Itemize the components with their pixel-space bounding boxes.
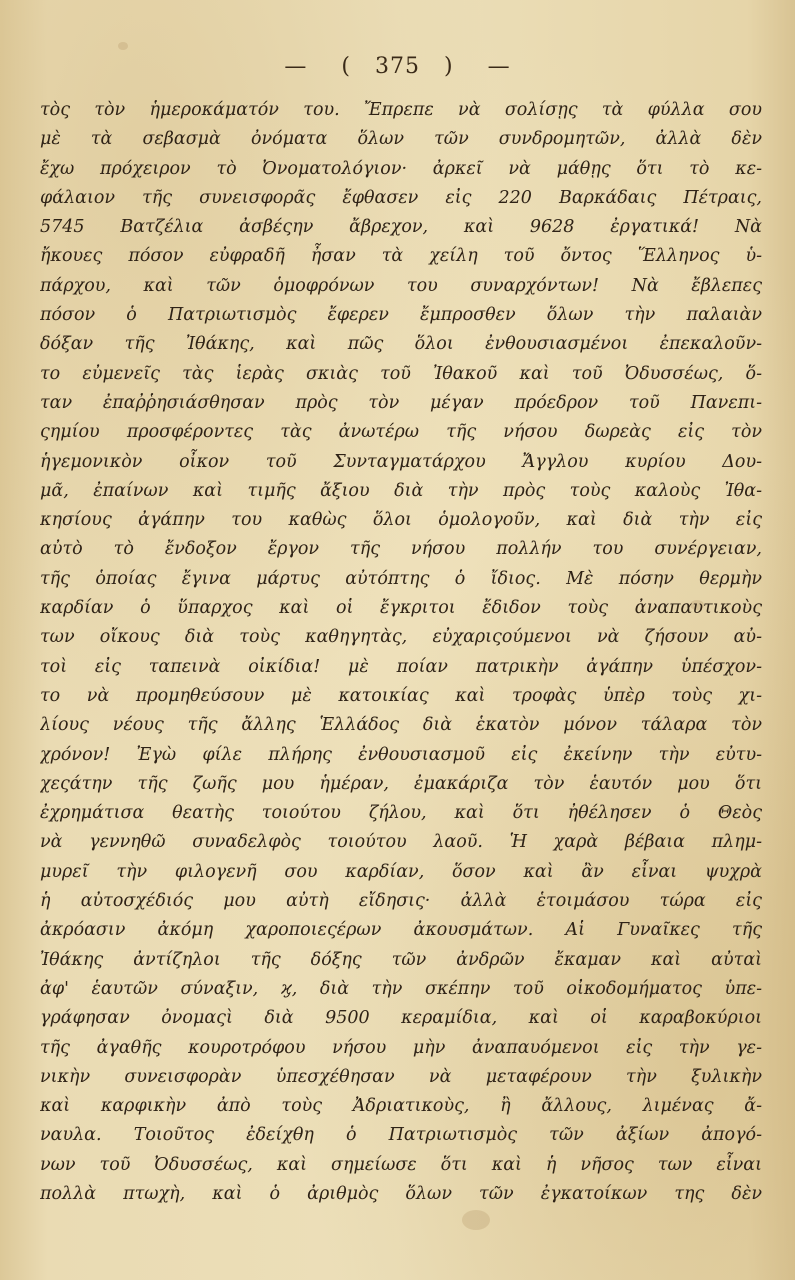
text-line: ἀφ' ἑαυτῶν σύναξιν, ϗ, διὰ τὴν σκέπην τοῦ οἰκοδομήματος ὑπε-: [40, 978, 762, 999]
header-dash-right: —: [487, 54, 511, 79]
text-line: φάλαιον τῆς συνεισφορᾶς ἔφθασεν εἰς 220 Βαρκάδαις Πέτραις,: [40, 187, 762, 208]
text-line: το εὐμενεῖς τὰς ἱερὰς σκιὰς τοῦ Ἰθακοῦ καὶ τοῦ Ὀδυσσέως, ὅ-: [40, 363, 762, 384]
text-line: νὰ γεννηθῶ συναδελφὸς τοιούτου λαοῦ. Ἡ χαρὰ βέβαια πλημ-: [40, 832, 762, 853]
text-line: αὐτὸ τὸ ἔνδοξον ἔργον τῆς νήσου πολλήν του συνέργειαν,: [40, 539, 762, 560]
text-line: ἀκρόασιν ἀκόμη χαροποιεςέρων ἀκουσμάτων. Αἱ Γυναῖκες τῆς: [40, 920, 762, 941]
header-paren-left: (: [341, 54, 351, 79]
text-line: Ἰθάκης ἀντίζηλοι τῆς δόξης τῶν ἀνδρῶν ἔκαμαν καὶ αὐταὶ: [40, 949, 762, 970]
text-line: τοὶ εἰς ταπεινὰ οἰκίδια! μὲ ποίαν πατρικὴν ἀγάπην ὑπέσχον-: [40, 656, 762, 677]
text-line: μὲ τὰ σεβασμὰ ὀνόματα ὅλων τῶν συνδρομητῶν, ἀλλὰ δὲν: [40, 129, 762, 150]
text-line: ταν ἐπαῤῥησιάσθησαν πρὸς τὸν μέγαν πρόεδρον τοῦ Πανεπι-: [40, 392, 762, 413]
text-line: γράφησαν ὀνομαςὶ διὰ 9500 κεραμίδια, καὶ οἱ καραβοκύριοι: [40, 1008, 762, 1029]
page-number: 375: [375, 54, 420, 79]
text-line: χεςάτην τῆς ζωῆς μου ἡμέραν, ἐμακάριζα τὸν ἑαυτόν μου ὅτι: [40, 773, 762, 794]
body-text: [40, 96, 762, 1209]
text-line: χρόνον! Ἐγὼ φίλε πλήρης ἐνθουσιασμοῦ εἰς ἐκείνην τὴν εὐτυ-: [40, 744, 762, 765]
text-line: ςημίου προσφέροντες τὰς ἀνωτέρω τῆς νήσου δωρεὰς εἰς τὸν: [40, 422, 762, 443]
text-line: ἡγεμονικὸν οἶκον τοῦ Συνταγματάρχου Ἄγγλου κυρίου Δου-: [40, 451, 762, 472]
text-line: τῆς ἀγαθῆς κουροτρόφου νήσου μὴν ἀναπαυόμενοι εἰς τὴν γε-: [40, 1037, 762, 1058]
header-paren-right: ): [444, 54, 454, 79]
text-line: πάρχου, καὶ τῶν ὁμοφρόνων του συναρχόντων! Νὰ ἔβλεπες: [40, 275, 762, 296]
paper-stain: [462, 1210, 490, 1230]
text-line: ἤκουες πόσον εὐφραδῆ ἦσαν τὰ χείλη τοῦ ὄντος Ἕλληνος ὑ-: [40, 246, 762, 267]
text-line: δόξαν τῆς Ἰθάκης, καὶ πῶς ὅλοι ἐνθουσιασμένοι ἐπεκαλοῦν-: [40, 334, 762, 355]
text-line: καρδίαν ὁ ὕπαρχος καὶ οἱ ἔγκριτοι ἔδιδον τοὺς ἀναπαυτικοὺς: [40, 598, 762, 619]
text-line: των οἴκους διὰ τοὺς καθηγητὰς, εὐχαριςούμενοι νὰ ζήσουν αὐ-: [40, 627, 762, 648]
text-line: ἔχω πρόχειρον τὸ Ὀνοματολόγιον· ἀρκεῖ νὰ μάθῃς ὅτι τὸ κε-: [40, 158, 762, 179]
text-line: το νὰ προμηθεύσουν μὲ κατοικίας καὶ τροφὰς ὑπὲρ τοὺς χι-: [40, 685, 762, 706]
text-line: ἡ αὐτοσχέδιός μου αὐτὴ εἴδησις· ἀλλὰ ἑτοιμάσου τώρα εἰς: [40, 891, 762, 912]
text-line: ναυλα. Τοιοῦτος ἐδείχθη ὁ Πατριωτισμὸς τῶν ἀξίων ἀπογό-: [40, 1125, 762, 1146]
paper-stain: [118, 42, 128, 50]
text-line: τὸς τὸν ἡμεροκάματόν του. Ἔπρεπε νὰ σολίσῃς τὰ φύλλα σου: [40, 100, 762, 120]
text-line: νων τοῦ Ὀδυσσέως, καὶ σημείωσε ὅτι καὶ ἡ νῆσος των εἶναι: [40, 1154, 762, 1175]
page-header: [0, 54, 795, 79]
text-line: μᾶ, ἐπαίνων καὶ τιμῆς ἄξιου διὰ τὴν πρὸς τοὺς καλοὺς Ἰθα-: [40, 480, 762, 501]
text-line: νικὴν συνεισφορὰν ὑπεσχέθησαν νὰ μεταφέρουν τὴν ξυλικὴν: [40, 1066, 762, 1087]
text-line: κησίους ἀγάπην του καθὼς ὅλοι ὁμολογοῦν, καὶ διὰ τὴν εἰς: [40, 510, 762, 531]
text-line: λίους νέους τῆς ἄλλης Ἑλλάδος διὰ ἑκατὸν μόνον τάλαρα τὸν: [40, 715, 762, 736]
text-line: 5745 Βατζέλια ἀσβέςην ἄβρεχον, καὶ 9628 ἐργατικά! Νὰ: [40, 217, 762, 238]
text-line: ἐχρημάτισα θεατὴς τοιούτου ζήλου, καὶ ὅτι ἠθέλησεν ὁ Θεὸς: [40, 803, 762, 824]
text-line: πόσον ὁ Πατριωτισμὸς ἔφερεν ἔμπροσθεν ὅλων τὴν παλαιὰν: [40, 305, 762, 326]
text-line: πολλὰ πτωχὴ, καὶ ὁ ἀριθμὸς ὅλων τῶν ἐγκατοίκων της δὲν: [40, 1183, 762, 1204]
header-dash-left: —: [284, 54, 308, 79]
text-line: καὶ καρφικὴν ἀπὸ τοὺς Ἀδριατικοὺς, ἢ ἄλλους, λιμένας ἄ-: [40, 1096, 762, 1117]
text-line: τῆς ὁποίας ἔγινα μάρτυς αὐτόπτης ὁ ἴδιος. Μὲ πόσην θερμὴν: [40, 568, 762, 589]
text-line: μυρεῖ τὴν φιλογενῆ σου καρδίαν, ὅσον καὶ ἂν εἶναι ψυχρὰ: [40, 861, 762, 882]
